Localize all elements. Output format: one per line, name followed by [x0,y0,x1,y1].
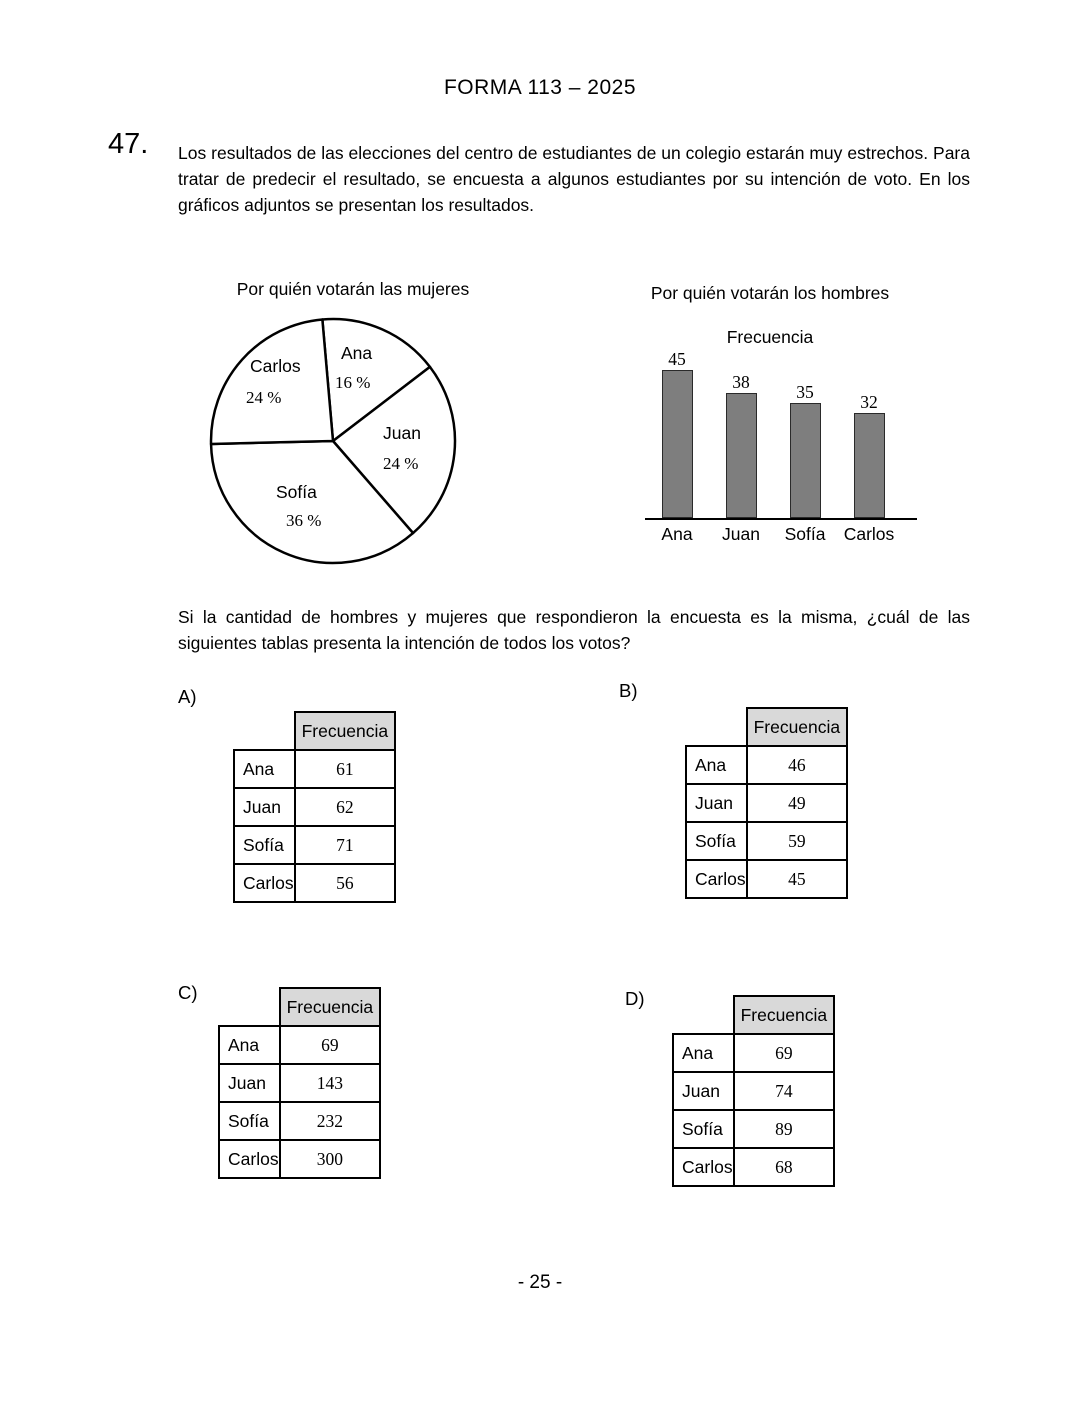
bar-carlos [854,413,885,518]
pie-value-juan: 24 % [383,454,419,473]
option-a-table [233,711,396,903]
question-intro-text: Los resultados de las elecciones del centro de estudiantes de un colegio estarán muy estrechos. Para tratar de predecir el resultado, se encuesta a algunos estudiantes por su intención de voto. En los gráficos adjuntos se presentan los resultados. [178,143,970,215]
candidate-name: Carlos [686,860,747,898]
bar-group-carlos [847,392,891,518]
frequency-value: 45 [747,860,848,898]
option-c-letter: C) [178,982,198,1003]
pie-value-ana: 16 % [335,373,371,392]
candidate-name: Ana [234,750,295,788]
frequency-header: Frecuencia [734,996,835,1034]
frequency-header: Frecuencia [280,988,381,1026]
frequency-header: Frecuencia [747,708,848,746]
pie-label-juan: Juan [383,423,421,443]
candidate-name: Ana [673,1034,734,1072]
frequency-value: 69 [734,1034,835,1072]
frequency-value: 62 [295,788,396,826]
pie-label-ana: Ana [341,343,373,363]
bar-group-ana [655,349,699,518]
bar-group-juan [719,372,763,518]
frequency-value: 46 [747,746,848,784]
pie-value-sofia: 36 % [286,511,322,530]
bar-value-ana: 45 [668,349,686,369]
candidate-name: Sofía [673,1110,734,1148]
bar-chart [600,283,940,573]
bar-category-ana: Ana [661,524,693,544]
question-number: 47. [108,128,149,160]
candidate-name: Juan [673,1072,734,1110]
blank-cell [673,996,734,1034]
frequency-value: 61 [295,750,396,788]
form-header: FORMA 113 – 2025 [443,76,637,99]
candidate-name: Carlos [219,1140,280,1178]
bar-categories [645,524,917,545]
candidate-name: Sofía [234,826,295,864]
frequency-value: 56 [295,864,396,902]
option-b-letter: B) [619,680,638,701]
bar-value-carlos: 32 [860,392,878,412]
frequency-value: 300 [280,1140,381,1178]
pie-chart [205,313,461,569]
candidate-name: Ana [219,1026,280,1064]
option-c-table [218,987,381,1179]
frequency-value: 143 [280,1064,381,1102]
bar-category-carlos: Carlos [843,524,895,544]
pie-value-carlos: 24 % [246,388,282,407]
candidate-name: Juan [234,788,295,826]
frequency-value: 69 [280,1026,381,1064]
bar-category-sofia: Sofía [784,524,826,544]
frequency-header: Frecuencia [295,712,396,750]
frequency-value: 89 [734,1110,835,1148]
option-d-table [672,995,835,1187]
frequency-value: 68 [734,1148,835,1186]
candidate-name: Sofía [686,822,747,860]
bar-sofia [790,403,821,518]
option-a-letter: A) [178,686,197,707]
question-prompt-text: Si la cantidad de hombres y mujeres que respondieron la encuesta es la misma, ¿cuál de las siguientes tablas presenta la intención de todos los votos? [178,607,970,653]
option-b-table [685,707,848,899]
pie-chart-title: Por quién votarán las mujeres [236,279,470,299]
pie-label-carlos: Carlos [250,356,301,376]
frequency-value: 59 [747,822,848,860]
bar-category-juan: Juan [722,524,760,544]
candidate-name: Ana [686,746,747,784]
blank-cell [219,988,280,1026]
pie-label-sofia: Sofía [276,482,317,502]
blank-cell [234,712,295,750]
bar-chart-title: Por quién votarán los hombres [650,283,890,303]
bar-group-sofia [783,382,827,518]
frequency-value: 71 [295,826,396,864]
blank-cell [686,708,747,746]
pie-slice [211,319,333,444]
option-d-letter: D) [625,988,645,1009]
bar-chart-axis-label: Frecuencia [726,327,814,347]
page-number: - 25 - [517,1272,563,1293]
bars-area [645,349,917,520]
pie-slices [205,313,461,569]
candidate-name: Carlos [673,1148,734,1186]
frequency-value: 74 [734,1072,835,1110]
frequency-value: 49 [747,784,848,822]
bar-value-juan: 38 [732,372,750,392]
bar-value-sofia: 35 [796,382,814,402]
candidate-name: Juan [219,1064,280,1102]
bar-ana [662,370,693,518]
candidate-name: Carlos [234,864,295,902]
frequency-value: 232 [280,1102,381,1140]
bar-juan [726,393,757,518]
candidate-name: Sofía [219,1102,280,1140]
candidate-name: Juan [686,784,747,822]
